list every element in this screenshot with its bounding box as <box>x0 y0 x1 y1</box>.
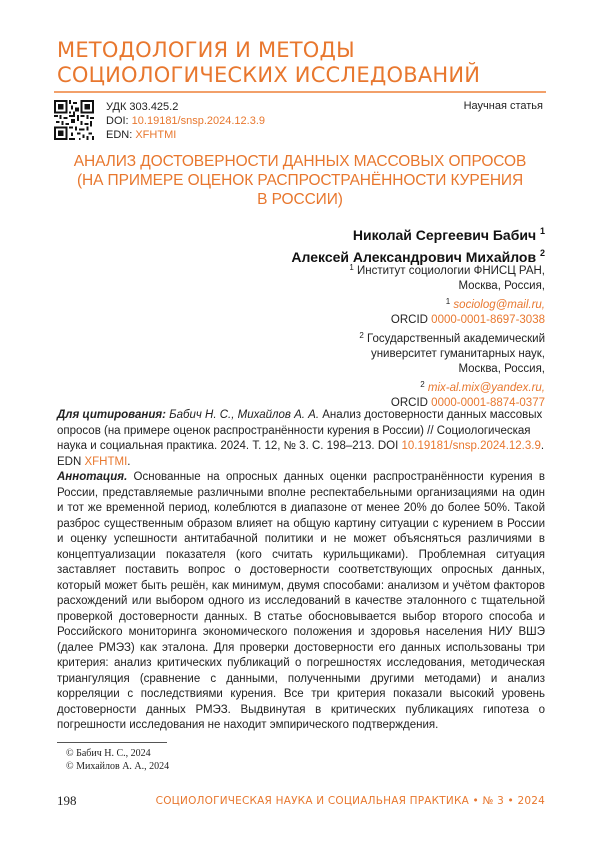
email-link-1[interactable]: sociolog@mail.ru, <box>453 299 545 311</box>
author-2: Алексей Александрович Михайлов $^2$ <box>291 248 545 265</box>
email-link-2[interactable]: mix-al.mix@yandex.ru, <box>427 382 545 394</box>
edn-line: EDN: XFHTMI <box>106 129 177 141</box>
doi-line: DOI: 10.19181/snsp.2024.12.3.9 <box>106 115 266 127</box>
udc-code: УДК 303.425.2 <box>106 101 179 113</box>
footnote-rule <box>57 742 167 743</box>
header-rule <box>54 91 546 93</box>
citation-block: Для цитирования: Бабич Н. С., Михайлов А. А. Анализ достоверности данных массовых опросов (на примере оценок распространённости курения в России) // Социологическая наука и социальная практика. 2024. Т. 12, № 3. С. 198–213. DOI 10.19181/snsp.2024.12.3.9. EDN XFHTMI. <box>57 409 545 468</box>
article-title: АНАЛИЗ ДОСТОВЕРНОСТИ ДАННЫХ МАССОВЫХ ОПРОСОВ (НА ПРИМЕРЕ ОЦЕНОК РАСПРОСТРАНЁННОСТИ КУРЕНИЯ В РОССИИ) <box>73 153 527 208</box>
orcid-link-2[interactable]: 0000-0001-8874-0377 <box>431 397 545 409</box>
doi-link[interactable]: 10.19181/snsp.2024.12.3.9 <box>131 115 266 127</box>
qr-code-icon <box>54 100 94 140</box>
citation-label: Для цитирования: <box>57 409 166 421</box>
citation-edn-link[interactable]: XFHTMI <box>84 455 128 468</box>
abstract-label: Аннотация. <box>57 471 128 483</box>
citation-doi-link[interactable]: 10.19181/snsp.2024.12.3.9 <box>401 440 541 452</box>
page-number: 198 <box>57 793 77 808</box>
copyright: © Бабич Н. С., 2024 © Михайлов А. А., 2024 <box>66 748 170 772</box>
edn-link[interactable]: XFHTMI <box>135 129 177 141</box>
article-type: Научная статья <box>463 100 543 112</box>
orcid-link-1[interactable]: 0000-0001-8697-3038 <box>431 314 545 326</box>
affiliations: $^1$ Институт социологии ФНИСЦ РАН, Москва, Россия, $^1$ sociolog@mail.ru, ORCID 0000-0001-8697-3038 $^2$ Государственный академический университет гуманитарных наук, Москва, Россия, $^2$ mix-al.mix@yandex.ru, ORCID 0000-0001-8874-0377 <box>349 263 545 409</box>
running-title: СОЦИОЛОГИЧЕСКАЯ НАУКА И СОЦИАЛЬНАЯ ПРАКТИКА • № 3 • 2024 <box>155 795 545 807</box>
citation-authors: Бабич Н. С., Михайлов А. А. <box>169 409 320 421</box>
author-1: Николай Сергеевич Бабич $^1$ <box>352 226 545 243</box>
abstract-text: Основанные на опросных данных оценки распространённости курения в России, представляемые различными вполне респектабельными организациями на один и тот же временной период, колеблются в диапазоне от менее 20% до более 50%. Такой разброс существенным образом влияет на общую картину ситуации с курением в России и оценку успешности антитабачной политики и не может объясняться различиями в концептуализации показателя (кого считать курильщиками). Проблемная ситуация заставляет поставить вопрос о достоверности соответствующих опросных данных, который может быть решён, как минимум, двумя способами: анализом и учётом факторов расхождений или выбором одного из исследований в качестве эталонного с тщательной проверкой достоверности данных. В статье обосновывается выбор второго способа и Российского мониторинга экономического положения и здоровья населения НИУ ВШЭ (далее РМЭЗ) как эталона. Для проверки достоверности его данных использованы три критерия: анализ критических публикаций о погрешностях исследования, методическая триангуляция (сравнение с данными, полученными другими методами) и анализ корреляции с последствиями курения. Все три критерия показали высокий уровень достоверности данных РМЭЗ. Выдвинутая в критических публикациях гипотеза о погрешности исследования не находит эмпирического подтверждения. <box>57 471 545 731</box>
abstract <box>57 470 545 734</box>
article-metadata <box>106 100 265 142</box>
section-title: МЕТОДОЛОГИЯ И МЕТОДЫ СОЦИОЛОГИЧЕСКИХ ИССЛЕДОВАНИЙ <box>57 38 481 87</box>
